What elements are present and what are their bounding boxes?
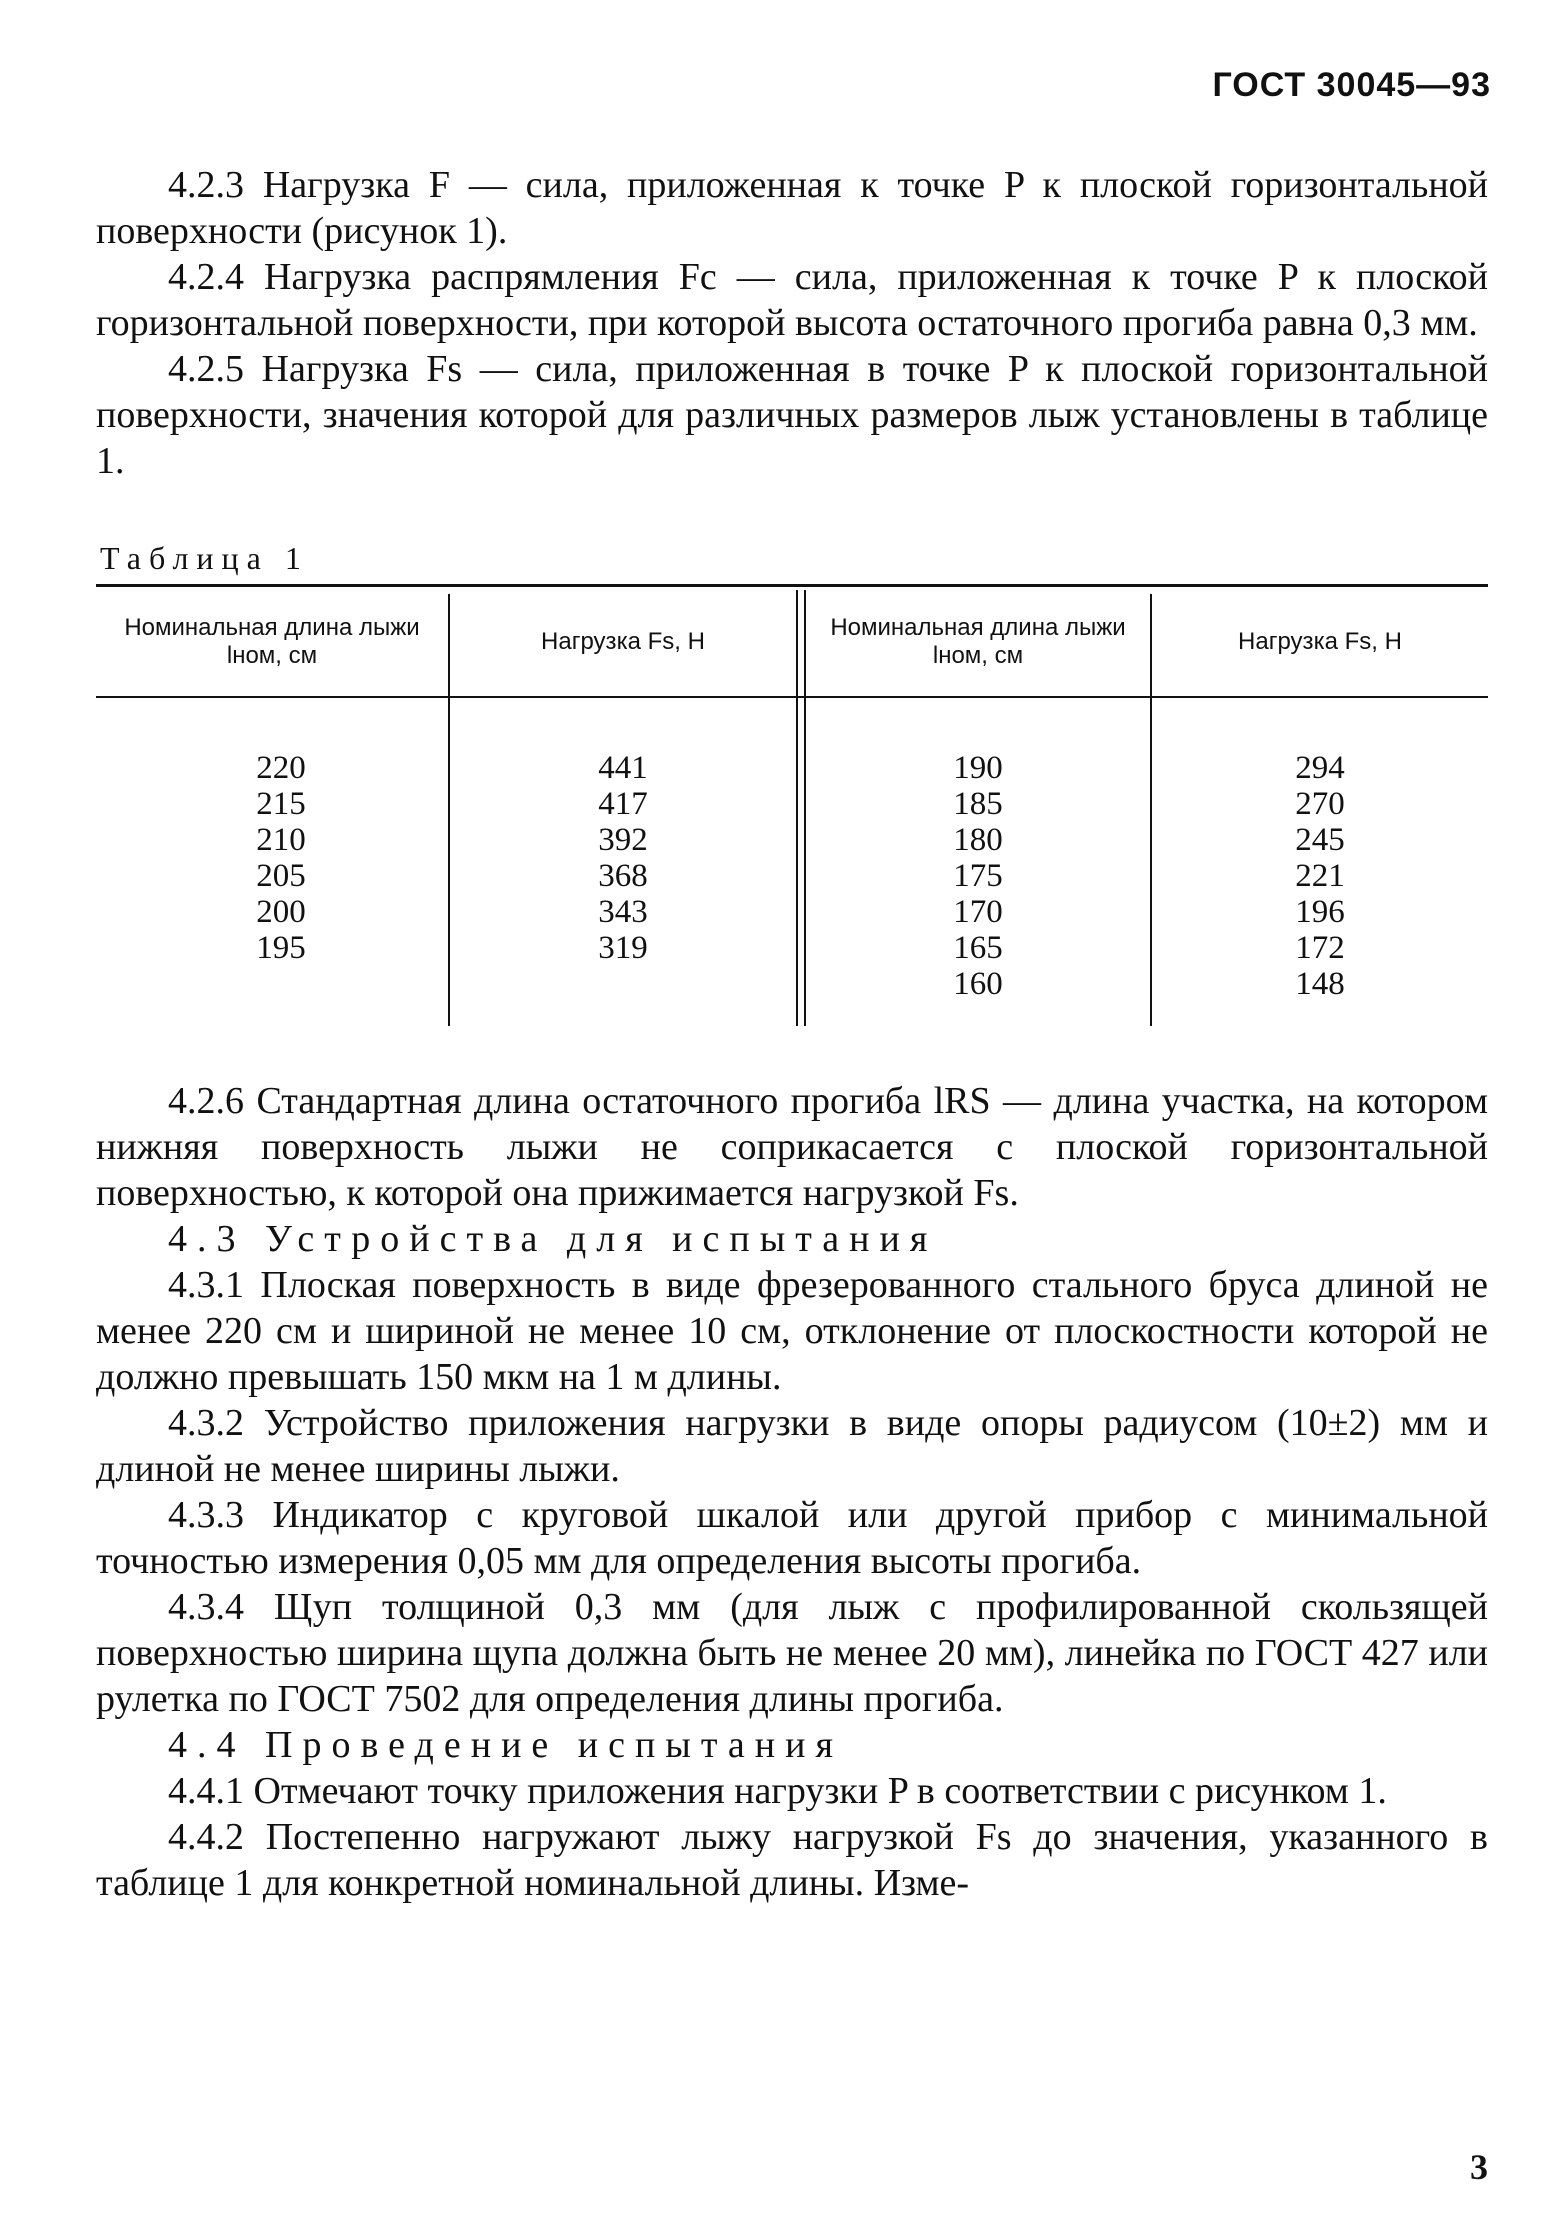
- table-cell: 148: [1295, 966, 1345, 1002]
- table-cell: 392: [598, 822, 648, 858]
- paragraph-4-2-4: 4.2.4 Нагрузка распрямления Fc — сила, приложенная к точке P к плоской горизонтальной поверхности, при которой высота остаточного прогиба равна 0,3 мм.: [96, 256, 1488, 344]
- paragraph-4-3-1: 4.3.1 Плоская поверхность в виде фрезерованного стального бруса длиной не менее 220 см и шириной не менее 10 см, отклонение от плоскостности которой не должно превышать 150 мкм на 1 м длины.: [96, 1264, 1488, 1398]
- table-divider-2a: [796, 590, 798, 1026]
- table-cell: 245: [1295, 822, 1345, 858]
- paragraph-4-3-4: 4.3.4 Щуп толщиной 0,3 мм (для лыж с профилированной скользящей поверхностью ширина щупа должна быть не менее 20 мм), линейка по ГОСТ 427 или рулетка по ГОСТ 7502 для определения длины прогиба.: [96, 1586, 1488, 1720]
- section-title-4-4: 4.4 Проведение испытания: [168, 1724, 843, 1766]
- table-cell: 294: [1295, 750, 1345, 786]
- table-cell: 200: [256, 894, 306, 930]
- table-cell: 220: [256, 750, 306, 786]
- paragraph-4-2-6: 4.2.6 Стандартная длина остаточного прогиба lRS — длина участка, на котором нижняя поверхность лыжи не соприкасается с плоской горизонтальной поверхностью, к которой она прижимается нагрузкой Fs.: [96, 1080, 1488, 1214]
- table-cell: 165: [953, 930, 1003, 966]
- table-header-rule: [96, 696, 1488, 698]
- table-column-load-2: [1152, 750, 1488, 1002]
- paragraph-4-4-1: 4.4.1 Отмечают точку приложения нагрузки P в соответствии с рисунком 1.: [168, 1770, 1387, 1812]
- table-top-rule: [96, 584, 1488, 587]
- table-cell: 368: [598, 858, 648, 894]
- table-cell: 417: [598, 786, 648, 822]
- page-header: ГОСТ 30045—93: [1212, 66, 1491, 104]
- table-column-load-1: [450, 750, 796, 966]
- paragraph-4-2-3: 4.2.3 Нагрузка F — сила, приложенная к точке P к плоской горизонтальной поверхности (рисунок 1).: [96, 164, 1488, 252]
- table-cell: 215: [256, 786, 306, 822]
- table-cell: 441: [598, 750, 648, 786]
- table-cell: 170: [953, 894, 1003, 930]
- table-cell: 175: [953, 858, 1003, 894]
- table-column-length-2: [806, 750, 1150, 1002]
- table-cell: 180: [953, 822, 1003, 858]
- table-cell: 195: [256, 930, 306, 966]
- table-header-length-2: Номинальная длина лыжи lном, см: [830, 614, 1126, 669]
- paragraph-4-4-2: 4.4.2 Постепенно нагружают лыжу нагрузкой Fs до значения, указанного в таблице 1 для конкретной номинальной длины. Изме-: [96, 1816, 1488, 1904]
- table-cell: 190: [953, 750, 1003, 786]
- table-cell: 172: [1295, 930, 1345, 966]
- section-title-4-3: 4.3 Устройства для испытания: [168, 1218, 938, 1260]
- table-cell: 205: [256, 858, 306, 894]
- table-cell: 221: [1295, 858, 1345, 894]
- paragraph-4-3-2: 4.3.2 Устройство приложения нагрузки в виде опоры радиусом (10±2) мм и длиной не менее ширины лыжи.: [96, 1402, 1488, 1490]
- table-cell: 343: [598, 894, 648, 930]
- table-cell: 160: [953, 966, 1003, 1002]
- table-cell: 185: [953, 786, 1003, 822]
- table-cell: 270: [1295, 786, 1345, 822]
- top-text-block: [96, 162, 1488, 484]
- table-column-length-1: [156, 750, 406, 966]
- table-header-load-1: Нагрузка Fs, Н: [541, 628, 705, 655]
- table-header-length-1: Номинальная длина лыжи lном, см: [124, 614, 420, 669]
- bottom-text-block: [96, 1078, 1488, 1906]
- table-1: [96, 584, 1488, 1034]
- table-cell: 319: [598, 930, 648, 966]
- table-cell: 210: [256, 822, 306, 858]
- table-header-load-2: Нагрузка Fs, Н: [1238, 628, 1402, 655]
- paragraph-4-3-3: 4.3.3 Индикатор с круговой шкалой или другой прибор с минимальной точностью измерения 0,05 мм для определения высоты прогиба.: [96, 1494, 1488, 1582]
- table-caption: Таблица 1: [100, 540, 309, 576]
- page-number: 3: [1470, 2147, 1488, 2187]
- table-cell: 196: [1295, 894, 1345, 930]
- paragraph-4-2-5: 4.2.5 Нагрузка Fs — сила, приложенная в точке P к плоской горизонтальной поверхности, значения которой для различных размеров лыж установлены в таблице 1.: [96, 348, 1488, 482]
